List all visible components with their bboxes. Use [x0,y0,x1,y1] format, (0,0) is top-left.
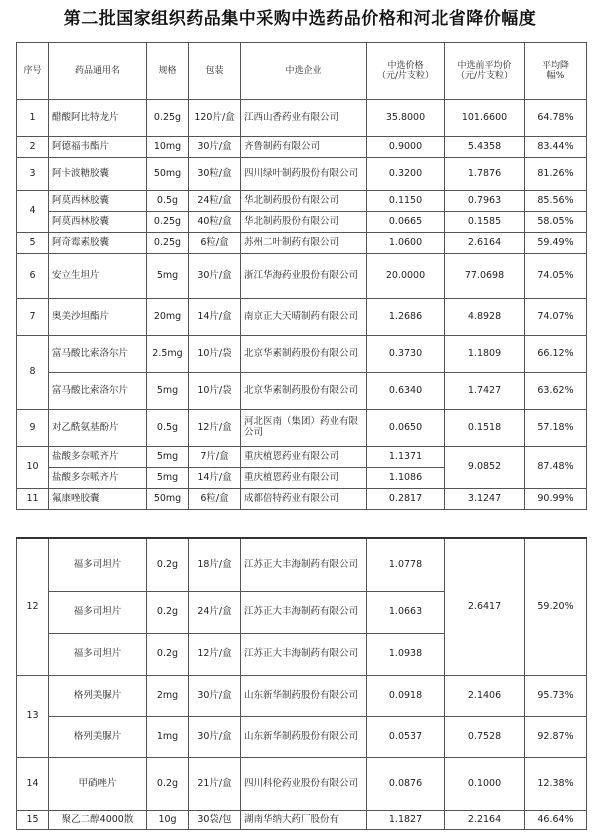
table-row: 6 安立生坦片 5mg 30片/盒 浙江华海药业股份有限公司 20.0000 77.0698 74.05% [17,254,587,299]
table-row: 12 福多司坦片 0.2g 18片/盒 江苏正大丰海制药有限公司 1.0778 2.6417 59.20% [17,538,587,592]
table-row: 14 甲硝唑片 0.2g 21片/盒 四川科伦药业股份有限公司 0.0876 0.1000 12.38% [17,758,587,811]
table-row: 11 氟康唑胶囊 50mg 6粒/盒 成都倍特药业有限公司 0.2817 3.1247 90.99% [17,489,587,510]
table-row: 盐酸多奈哌齐片 5mg 14片/盒 重庆植恩药业有限公司 1.1086 [17,468,587,489]
header-no: 序号 [17,43,49,100]
header-pack: 包装 [189,43,241,100]
price-table-part-1 [16,42,587,510]
table-row: 15 聚乙二醇4000散 10g 30袋/包 湖南华纳大药厂股份有 1.1827 2.2164 46.64% [17,811,587,830]
header-company: 中选企业 [241,43,367,100]
page-title: 第二批国家组织药品集中采购中选药品价格和河北省降价幅度 [63,9,537,29]
table-row: 富马酸比索洛尔片 5mg 10片/袋 北京华素制药股份有限公司 0.6340 1.7427 63.62% [17,373,587,410]
header-row [17,43,587,100]
table-row: 福多司坦片 0.2g 12片/盒 江苏正大丰海制药有限公司 1.0938 [17,634,587,676]
table-row: 福多司坦片 0.2g 24片/盒 江苏正大丰海制药有限公司 1.0663 [17,592,587,634]
table-row: 3 阿卡波糖胶囊 50mg 30粒/盒 四川绿叶制药股份有限公司 0.3200 1.7876 81.26% [17,158,587,191]
table-row: 4 阿莫西林胶囊 0.5g 24粒/盒 华北制药股份有限公司 0.1150 0.7963 85.56% [17,191,587,212]
table-row: 2 阿德福韦酯片 10mg 30片/盒 齐鲁制药有限公司 0.9000 5.4358 83.44% [17,137,587,158]
table-row: 阿莫西林胶囊 0.25g 40粒/盒 华北制药股份有限公司 0.0665 0.1585 58.05% [17,212,587,233]
header-spec: 规格 [147,43,189,100]
header-ratio: 平均降 幅% [525,43,587,100]
table-row: 9 对乙酰氨基酚片 0.5g 12片/盒 河北医南（集团）药业有限公司 0.0650 0.1518 57.18% [17,410,587,447]
table-row: 7 奥美沙坦酯片 20mg 14片/盒 南京正大天晴制药有限公司 1.2686 4.8928 74.07% [17,299,587,336]
table-row: 10 盐酸多奈哌齐片 5mg 7片/盒 重庆植恩药业有限公司 1.1371 9.0852 87.48% [17,447,587,468]
table-row: 1 醋酸阿比特龙片 0.25g 120片/盒 江西山香药业有限公司 35.8000 101.6600 64.78% [17,100,587,137]
table-row: 8 富马酸比索洛尔片 2.5mg 10片/袋 北京华素制药股份有限公司 0.3730 1.1809 66.12% [17,336,587,373]
header-avg-price: 中选前平均价 （元/片支粒） [445,43,525,100]
header-price: 中选价格 （元/片支粒） [367,43,445,100]
header-name: 药品通用名 [49,43,147,100]
table-row: 13 格列美脲片 2mg 30片/盒 山东新华制药股份有限公司 0.0918 2.1406 95.73% [17,676,587,717]
table-row: 5 阿奇霉素胶囊 0.25g 6粒/盒 苏州二叶制药有限公司 1.0600 2.6164 59.49% [17,233,587,254]
price-table-part-2 [16,537,587,830]
table-row: 格列美脲片 1mg 30片/盒 山东新华制药股份有限公司 0.0537 0.7528 92.87% [17,717,587,758]
